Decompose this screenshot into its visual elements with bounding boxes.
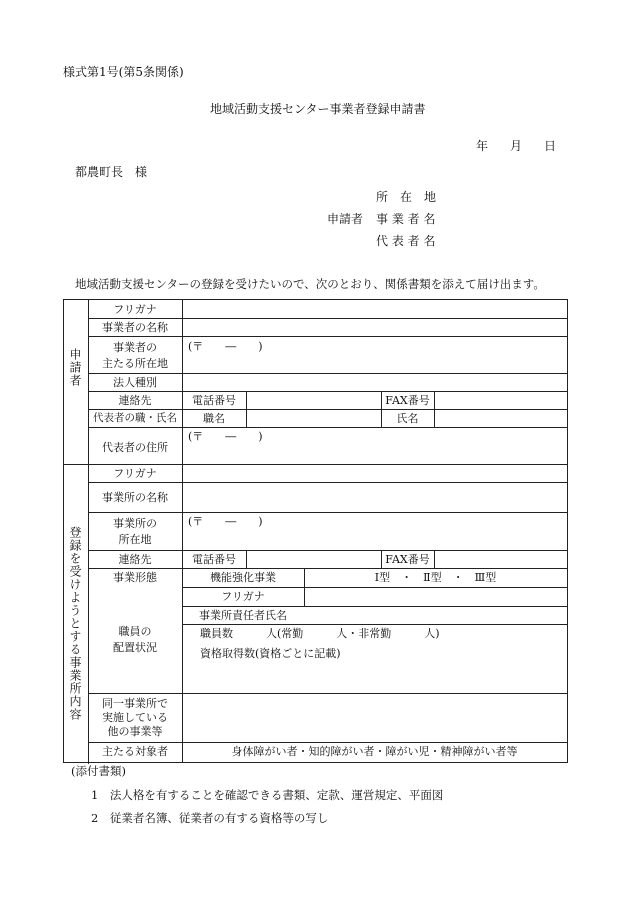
attachment-item-1: 1 法人格を有することを確認できる書類、定款、運営規定、平面図 bbox=[91, 788, 444, 802]
addressee: 都農町長 様 bbox=[75, 165, 148, 179]
s2-fax-label: FAX番号 bbox=[385, 553, 430, 566]
s1-main-address-label-2: 主たる所在地 bbox=[102, 357, 168, 370]
form-number: 様式第1号(第5条関係) bbox=[63, 65, 184, 79]
date-day: 日 bbox=[544, 139, 557, 153]
section1-title: 申請者 bbox=[68, 348, 82, 387]
s2-staff-label-2: 配置状況 bbox=[113, 641, 157, 654]
s2-staff-furigana-label: フリガナ bbox=[221, 590, 265, 603]
s2-target-label: 主たる対象者 bbox=[102, 745, 168, 758]
date-year: 年 bbox=[476, 139, 489, 153]
applicant-address-label: 所 在 地 bbox=[376, 190, 437, 204]
applicant-representative-label: 代 表 者 名 bbox=[376, 234, 436, 248]
s1-rep-title-name-label: 代表者の職・氏名 bbox=[93, 412, 177, 424]
s1-contact-label: 連絡先 bbox=[118, 394, 152, 407]
s2-types: Ⅰ型 ・ Ⅱ型 ・ Ⅲ型 bbox=[374, 571, 497, 584]
application-table bbox=[63, 299, 568, 763]
s2-postal-code: (〒 ― ) bbox=[188, 515, 263, 528]
s2-office-address-label-1: 事業所の bbox=[113, 517, 157, 530]
s1-corp-type-label: 法人種別 bbox=[113, 376, 157, 389]
s2-function-enhanced: 機能強化事業 bbox=[210, 571, 276, 584]
s2-phone-label: 電話番号 bbox=[192, 553, 236, 566]
s1-fax-label: FAX番号 bbox=[385, 394, 430, 407]
s2-other-business-label-3: 他の事業等 bbox=[107, 725, 163, 738]
s1-position-label: 職名 bbox=[203, 412, 225, 425]
date-month: 月 bbox=[510, 139, 523, 153]
s2-other-business-label-1: 同一事業所で bbox=[102, 697, 168, 710]
s2-other-business-label-2: 実施している bbox=[102, 711, 168, 724]
page-title: 地域活動支援センター事業者登録申請書 bbox=[210, 102, 426, 116]
s1-postal-code: (〒 ― ) bbox=[188, 340, 263, 353]
s1-furigana-label: フリガナ bbox=[113, 303, 157, 316]
s1-name-label: 氏名 bbox=[396, 412, 419, 425]
s1-phone-label: 電話番号 bbox=[192, 394, 236, 407]
s2-contact-label: 連絡先 bbox=[118, 553, 152, 566]
s2-office-address-label-2: 所在地 bbox=[118, 533, 152, 546]
s1-rep-postal-code: (〒 ― ) bbox=[188, 430, 263, 443]
s2-qualifications: 資格取得数(資格ごとに記載) bbox=[200, 647, 341, 660]
applicant-business-name-label: 事 業 者 名 bbox=[376, 212, 436, 226]
s2-staff-label-1: 職員の bbox=[118, 625, 152, 638]
s2-staff-count: 職員数 人(常勤 人・非常勤 人) bbox=[200, 627, 440, 640]
s1-main-address-label-1: 事業者の bbox=[113, 341, 157, 354]
s2-office-name-label: 事業所の名称 bbox=[102, 491, 168, 504]
intro-text: 地域活動支援センターの登録を受けたいので、次のとおり、関係書類を添えて届け出ます。 bbox=[75, 277, 545, 291]
s2-business-type-label: 事業形態 bbox=[113, 571, 157, 584]
s2-furigana-label: フリガナ bbox=[113, 467, 157, 480]
applicant-label: 申請者 bbox=[327, 212, 364, 226]
s2-target-value: 身体障がい者・知的障がい者・障がい児・精神障がい者等 bbox=[231, 745, 518, 758]
s2-manager-name-label: 事業所責任者氏名 bbox=[199, 609, 287, 622]
section2-title: 登録を受けようとする事業所内容 bbox=[68, 526, 82, 721]
s1-business-name-label: 事業者の名称 bbox=[102, 321, 168, 334]
attachment-item-2: 2 従業者名簿、従業者の有する資格等の写し bbox=[91, 811, 329, 825]
s1-rep-address-label: 代表者の住所 bbox=[102, 441, 168, 454]
attachments-title: (添付書類) bbox=[71, 764, 126, 778]
